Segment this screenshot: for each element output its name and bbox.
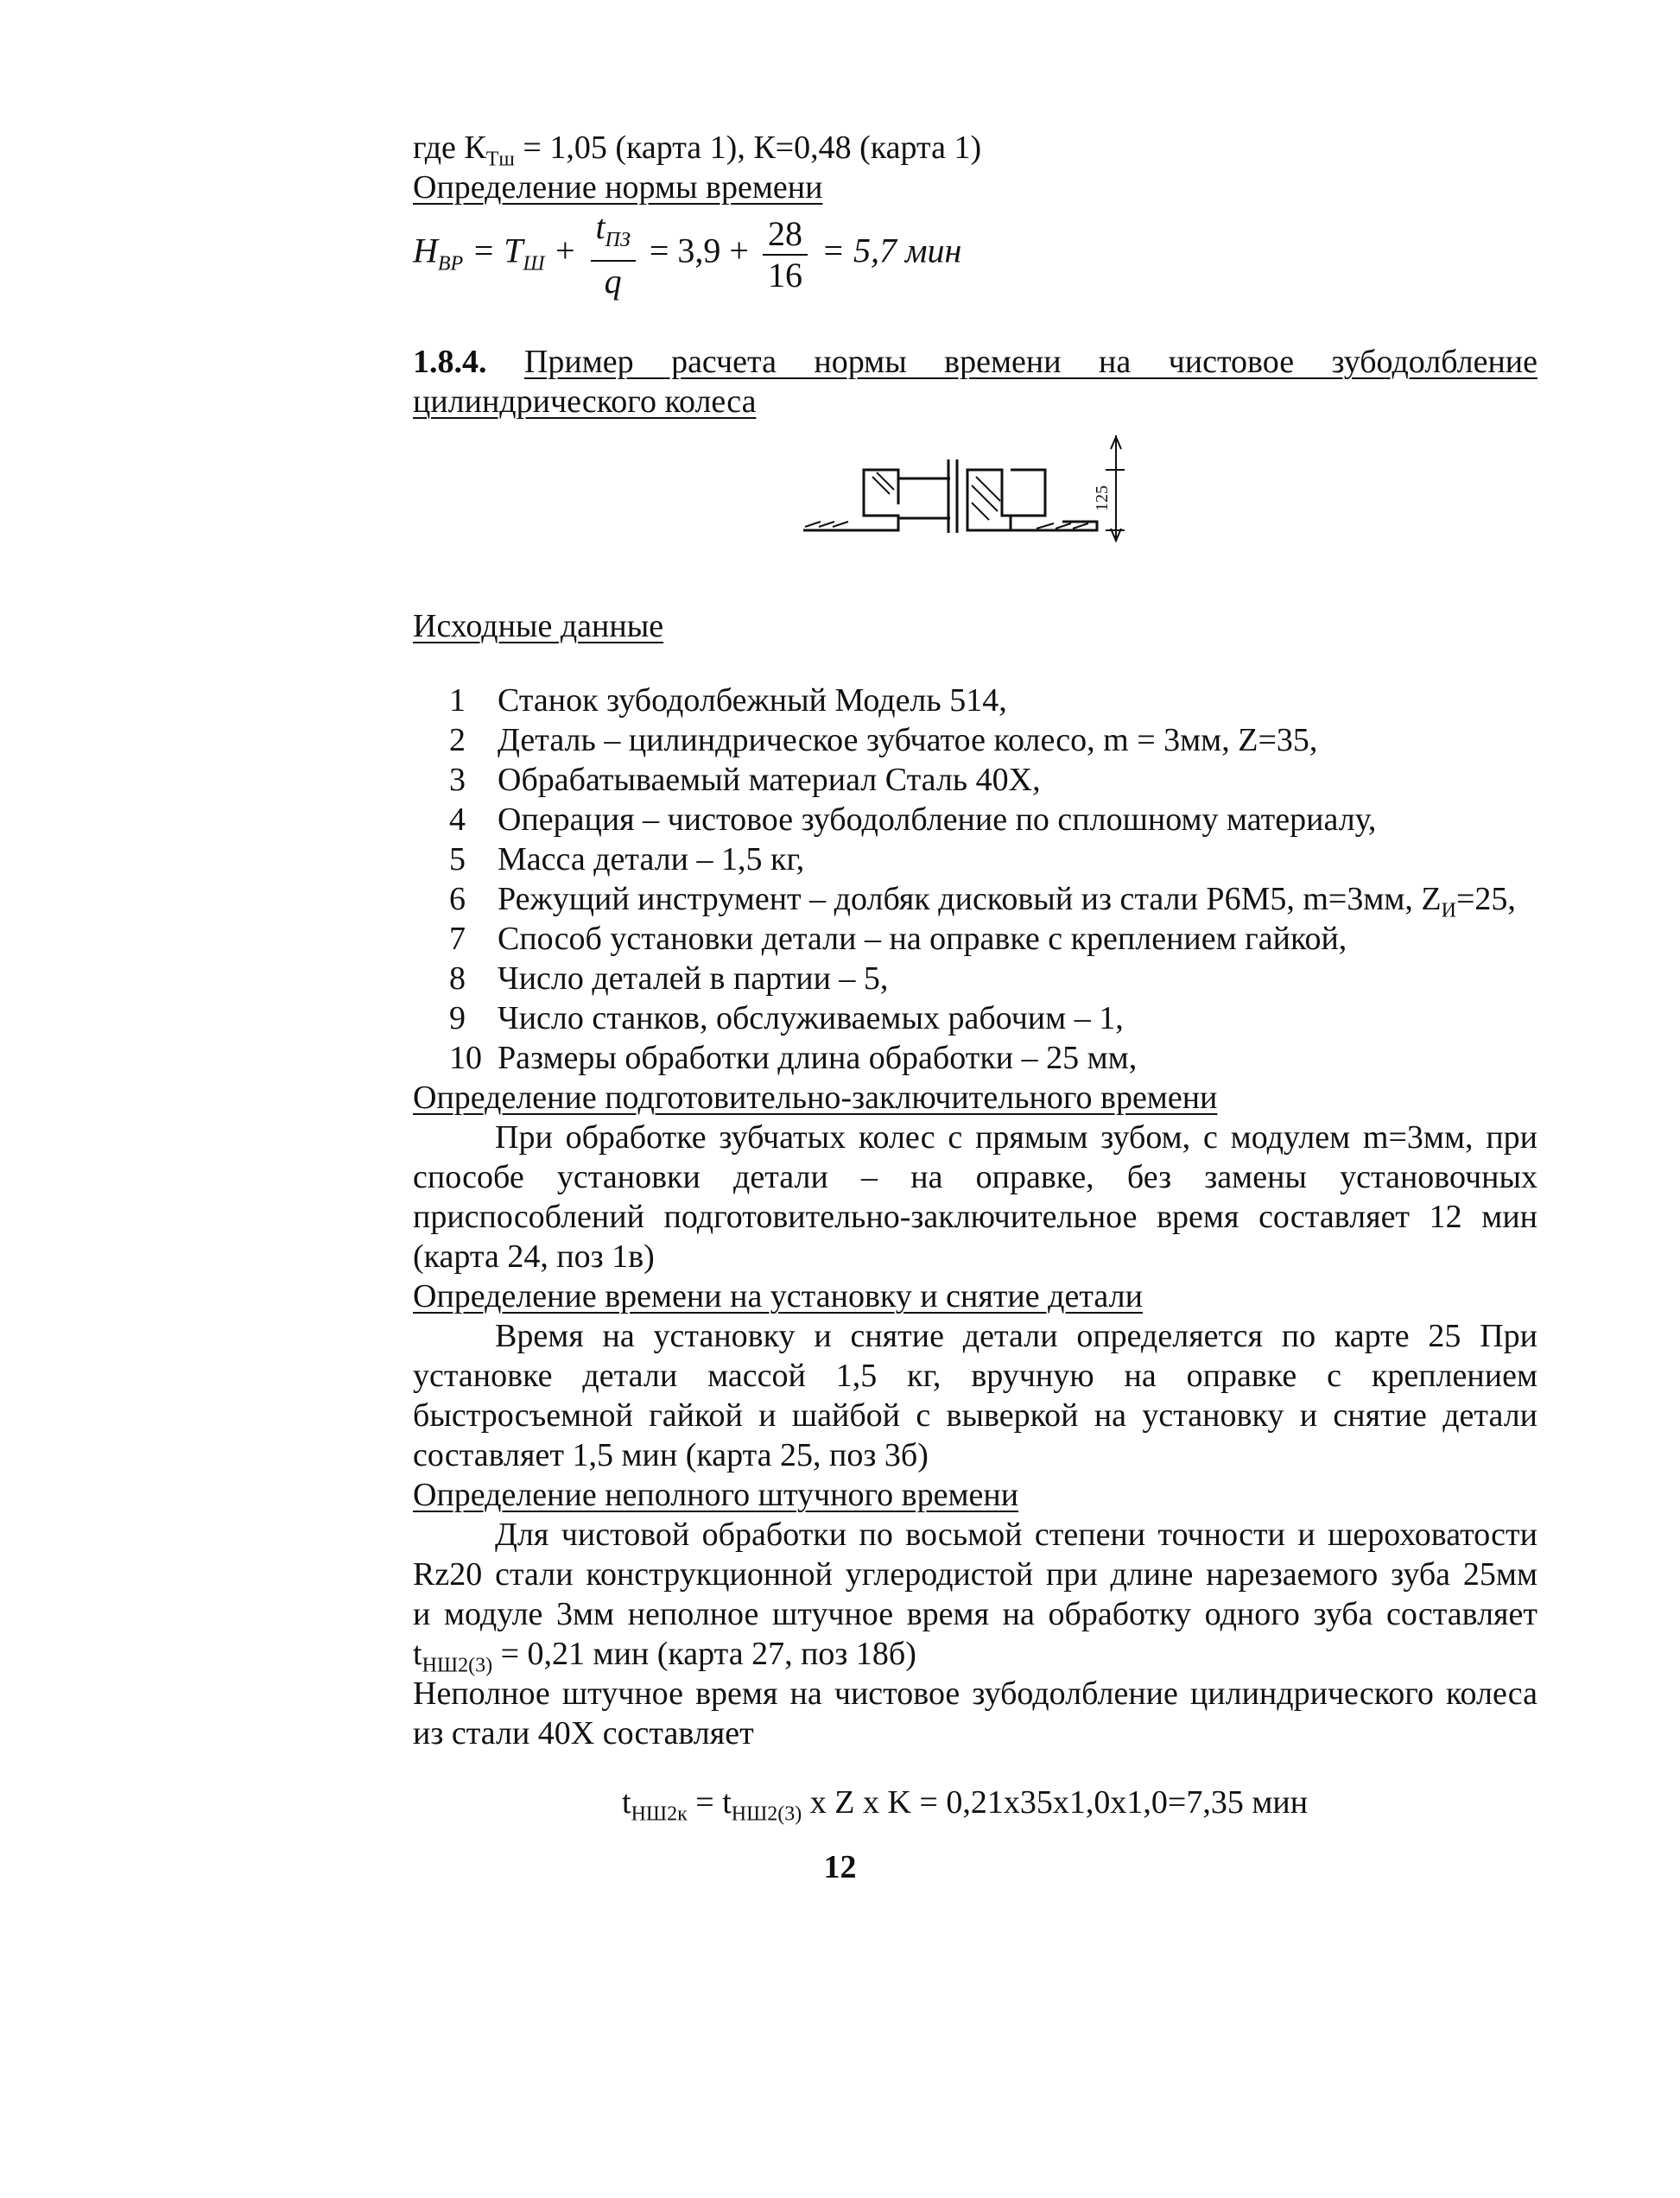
prep-paragraph-line: (карта 24, поз 1в): [413, 1238, 655, 1275]
install-paragraph-line: Время на установку и снятие детали определяется по карте 25 При: [495, 1318, 1537, 1354]
install-paragraph-line: быстросъемной гайкой и шайбой с выверкой на установку и снятие детали: [413, 1397, 1537, 1434]
section-heading: [413, 342, 1537, 382]
total-paragraph-line: из стали 40Х составляет: [413, 1715, 754, 1751]
prep-paragraph-line: При обработке зубчатых колес с прямым зубом, с модулем m=3мм, при: [495, 1119, 1537, 1156]
list-item: 8 Число деталей в партии – 5,: [449, 960, 889, 997]
list-item: 7 Способ установки детали – на оправке с креплением гайкой,: [449, 921, 1347, 957]
prep-paragraph-line: приспособлений подготовительно-заключительное время составляет 12 мин: [413, 1199, 1537, 1235]
dimension-label: 125: [1093, 485, 1112, 511]
incomplete-paragraph-line: и модуле 3мм неполное штучное время на обработку одного зуба составляет: [413, 1596, 1537, 1632]
incomplete-time-formula: $t_{НШ2к} = t_{НШ2(3)}$ x Z x K = 0,21x35x1,0x1,0=7,35 мин: [622, 1784, 1309, 1826]
heading-norm-time: Определение нормы времени: [413, 169, 823, 206]
incomplete-paragraph-line: Для чистовой обработки по восьмой степени точности и шероховатости: [495, 1517, 1537, 1553]
norm-time-formula: $H_{ВР} = T_Ш$ + $\frac{t_{ПЗ}}{q}$ = 3,9 + $\frac{28}{16}$ = 5,7 мин: [413, 207, 962, 301]
incomplete-paragraph-line: $t_{НШ2(3)} = 0,21$ мин (карта 27, поз 18б): [413, 1636, 916, 1677]
fraction-tpz-q: $\frac{t_{ПЗ}}{q}$: [591, 207, 636, 301]
prep-paragraph-line: способе установки детали – на оправке, без замены установочных: [413, 1159, 1537, 1195]
heading-incomplete-time: Определение неполного штучного времени: [413, 1477, 1019, 1513]
coef-subscript: Тш: [485, 148, 515, 171]
section-title: Пример расчета нормы времени на чистовое зубодолбление: [523, 344, 1537, 380]
heading-prep-time: Определение подготовительно-заключительного времени: [413, 1080, 1218, 1116]
heading-source-data: Исходные данные: [413, 608, 664, 644]
fraction-28-16: $\frac{28}{16}$: [763, 214, 808, 295]
list-item: 1 Станок зубодолбежный Модель 514,: [449, 682, 1007, 719]
list-item: 9 Число станков, обслуживаемых рабочим – 1,: [449, 1000, 1124, 1036]
page-number: 12: [823, 1849, 857, 1885]
list-item: 5 Масса детали – 1,5 кг,: [449, 841, 805, 877]
coef-values: = 1,05 (карта 1), К=0,48 (карта 1): [514, 130, 982, 166]
total-paragraph-line: Неполное штучное время на чистовое зубодолбление цилиндрического колеса: [413, 1675, 1537, 1712]
gear-section-drawing: [803, 434, 1132, 546]
section-heading-line2: цилиндрического колеса: [413, 383, 757, 420]
list-item: 3 Обрабатываемый материал Сталь 40Х,: [449, 762, 1041, 798]
heading-install-time: Определение времени на установку и снятие детали: [413, 1278, 1143, 1314]
list-item: 4 Операция – чистовое зубодолбление по сплошному материалу,: [449, 801, 1377, 838]
section-number: 1.8.4.: [413, 344, 487, 380]
install-paragraph-line: установке детали массой 1,5 кг, вручную на оправке с креплением: [413, 1358, 1537, 1394]
install-paragraph-line: составляет 1,5 мин (карта 25, поз 3б): [413, 1437, 929, 1473]
list-item: 6 Режущий инструмент – долбяк дисковый из стали Р6М5, m=3мм, $Z_И=25$,: [449, 881, 1516, 922]
list-item: 2 Деталь – цилиндрическое зубчатое колесо, m = 3мм, Z=35,: [449, 722, 1318, 758]
incomplete-paragraph-line: Rz20 стали конструкционной углеродистой при длине нарезаемого зуба 25мм: [413, 1556, 1537, 1593]
coef-label: где К: [413, 130, 486, 166]
list-item: 10 Размеры обработки длина обработки – 25 мм,: [449, 1040, 1138, 1076]
